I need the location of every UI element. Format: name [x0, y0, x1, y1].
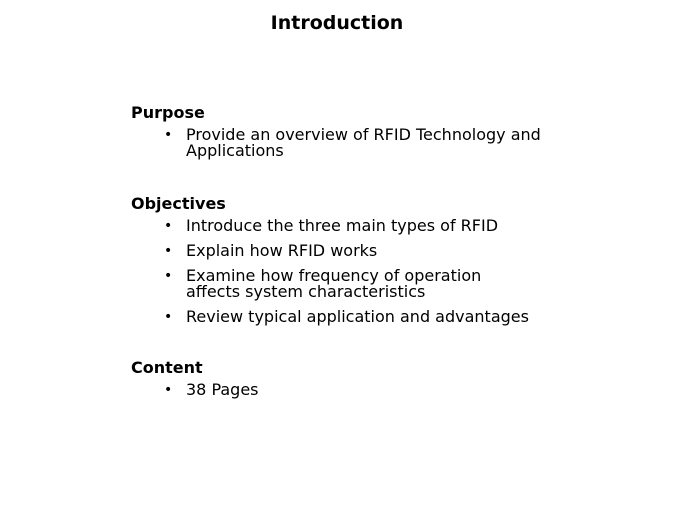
- objectives-bullet-list: [131, 218, 611, 325]
- content-bullet-list: [131, 382, 611, 398]
- purpose-bullet-list: [131, 127, 611, 159]
- bullet-item: • 38 Pages: [131, 382, 611, 398]
- bullet-item: • Provide an overview of RFID Technology and Applications: [131, 127, 546, 159]
- section-content: [131, 358, 611, 407]
- section-heading-content: Content: [131, 358, 203, 377]
- section-purpose: [131, 103, 611, 168]
- bullet-item: • Explain how RFID works: [131, 243, 611, 259]
- slide-title: Introduction: [270, 12, 404, 34]
- bullet-item: • Introduce the three main types of RFID: [131, 218, 611, 234]
- section-heading-purpose: Purpose: [131, 103, 205, 122]
- bullet-item: • Examine how frequency of operation affects system characteristics: [131, 268, 526, 300]
- bullet-item: • Review typical application and advantages: [131, 309, 611, 325]
- section-heading-objectives: Objectives: [131, 194, 226, 213]
- section-objectives: [131, 194, 611, 334]
